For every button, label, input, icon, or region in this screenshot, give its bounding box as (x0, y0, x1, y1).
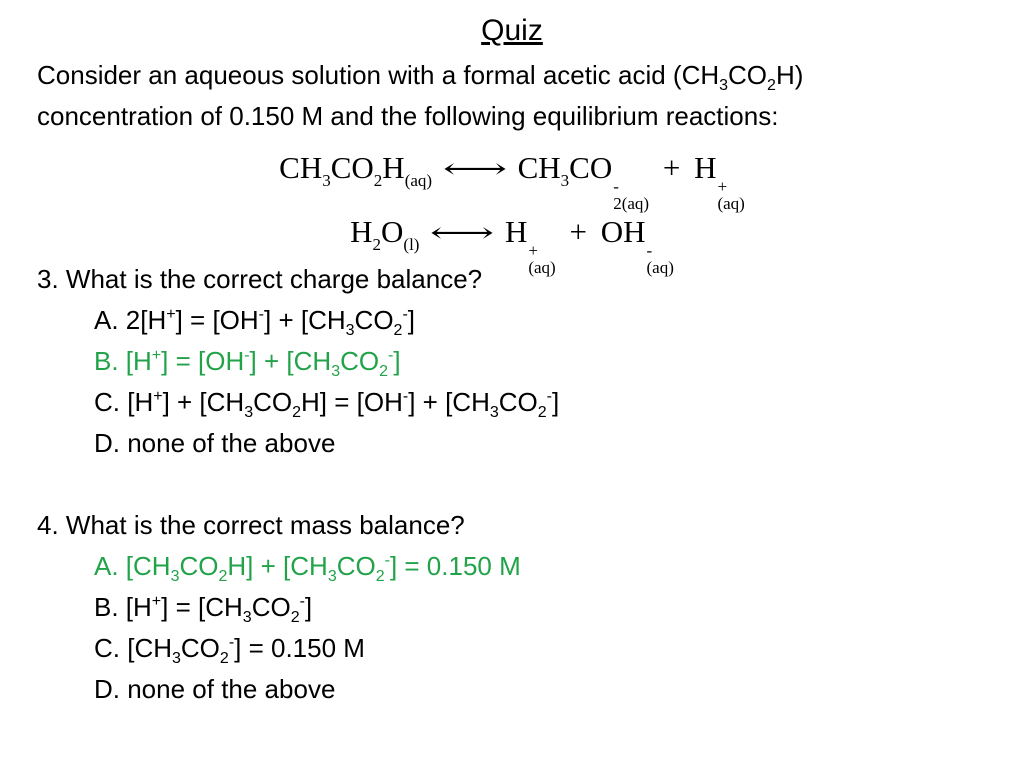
subscript: 3 (242, 609, 252, 626)
option-text: ] + [CH (162, 387, 245, 417)
eq-state: (aq) (717, 194, 745, 213)
eq-state: (aq) (528, 258, 556, 277)
question-4-option-a (94, 546, 521, 586)
subscript: 2 (219, 650, 229, 667)
option-text: ] + [CH (249, 346, 332, 376)
eq-state: (aq) (404, 171, 433, 190)
equilibrium-equation-acetic-acid (0, 148, 1024, 212)
intro-line-1 (37, 55, 997, 96)
option-text: H] = [OH (301, 387, 403, 417)
eq-subscript: 3 (322, 171, 331, 190)
eq-charge: - (613, 177, 619, 196)
eq-text: H (382, 150, 405, 185)
subscript: 3 (719, 77, 729, 95)
option-text: ] = 0.150 M (234, 633, 365, 663)
charge-superscript: + (153, 388, 163, 405)
intro-text-part: H) (775, 60, 804, 90)
subscript: 3 (244, 404, 254, 421)
subscript: 2 (767, 77, 776, 95)
subscript: 2 (393, 322, 403, 339)
charge-superscript: - (402, 388, 409, 405)
option-text: D. none of the above (94, 674, 336, 704)
subscript: 3 (345, 322, 355, 339)
eq-super-sub (528, 242, 555, 276)
eq-charge: - (646, 241, 653, 260)
equilibrium-arrow-icon: ⟷ (430, 218, 495, 249)
eq-text: H (694, 150, 717, 185)
eq-text: OH (600, 214, 646, 249)
subscript: 2 (537, 404, 547, 421)
option-text: ] (393, 346, 401, 376)
charge-superscript: - (244, 347, 250, 364)
question-4-option-b (94, 587, 312, 627)
option-text: ] = [OH (175, 305, 259, 335)
subscript: 3 (331, 363, 341, 380)
option-text: ] + [CH (264, 305, 346, 335)
eq-state: (aq) (646, 258, 674, 277)
subscript: 3 (489, 404, 499, 421)
question-4: 4. What is the correct mass balance? (37, 510, 465, 540)
eq-charge: + (528, 241, 538, 260)
eq-subscript: 2 (372, 235, 382, 254)
eq-text: CH (517, 150, 561, 185)
eq-text: H (350, 214, 373, 249)
option-text: A. 2[H (94, 305, 167, 335)
eq-text: H (504, 214, 528, 249)
option-text: CO (354, 305, 394, 335)
subscript: 3 (172, 650, 181, 667)
option-text: CO (179, 551, 219, 581)
eq-super-sub (717, 178, 744, 212)
charge-superscript: - (388, 347, 394, 364)
equilibrium-arrow-icon: ⟷ (442, 154, 507, 185)
question-3: 3. What is the correct charge balance? (37, 264, 483, 294)
plus-sign: + (662, 150, 681, 185)
question-3-option-a (94, 300, 415, 340)
charge-superscript: - (228, 634, 235, 651)
option-text: ] (552, 387, 560, 417)
question-4-option-d (94, 669, 335, 709)
charge-superscript: + (166, 306, 176, 323)
subscript: 2 (290, 609, 300, 626)
intro-text-part: CO (728, 60, 768, 90)
eq-subscript: 3 (560, 171, 570, 190)
subscript: 2 (375, 568, 385, 585)
intro-text-part: Consider an aqueous solution with a formal acetic acid (CH (37, 60, 720, 90)
option-text: CO (180, 633, 220, 663)
option-text: C. [H (94, 387, 154, 417)
option-text: CO (336, 551, 376, 581)
subscript: 3 (327, 568, 337, 585)
eq-charge: + (717, 177, 728, 196)
charge-superscript: - (546, 388, 552, 405)
option-text: CO (253, 387, 293, 417)
option-text: CO (498, 387, 538, 417)
option-text: ] = [CH (161, 592, 243, 622)
intro-line-2: concentration of 0.150 M and the following equilibrium reactions: (37, 101, 779, 131)
charge-superscript: + (151, 347, 162, 364)
option-text: B. [H (94, 346, 152, 376)
question-3-option-d (94, 423, 335, 463)
option-text: ] + [CH (408, 387, 490, 417)
eq-text: O (381, 214, 404, 249)
option-text: CO (251, 592, 291, 622)
option-text: C. [CH (94, 633, 172, 663)
charge-superscript: - (299, 593, 305, 610)
eq-subscript: 2 (373, 171, 383, 190)
eq-state: (l) (403, 235, 420, 254)
eq-text: CO (569, 150, 613, 185)
option-text: D. none of the above (94, 428, 336, 458)
option-text: ] = 0.150 M (389, 551, 521, 581)
option-text: A. [CH (94, 551, 171, 581)
plus-sign: + (569, 214, 587, 249)
subscript: 2 (292, 404, 302, 421)
question-3-option-b (94, 341, 401, 381)
slide-title: Quiz (481, 14, 543, 47)
question-3-option-c (94, 382, 559, 422)
option-text: ] (304, 592, 313, 622)
option-text: ] = [OH (161, 346, 245, 376)
intro-text (37, 55, 997, 137)
eq-text: CH (279, 150, 323, 185)
charge-superscript: + (151, 593, 162, 610)
charge-superscript: - (384, 552, 390, 569)
subscript: 2 (379, 363, 388, 380)
option-text: ] (407, 305, 416, 335)
eq-super-sub (646, 242, 673, 276)
eq-super-sub (613, 178, 649, 212)
charge-superscript: - (258, 306, 264, 323)
subscript: 3 (170, 568, 180, 585)
question-4-option-c (94, 628, 365, 668)
option-text: B. [H (94, 592, 152, 622)
eq-text: CO (330, 150, 374, 185)
option-text: CO (340, 346, 380, 376)
subscript: 2 (218, 568, 228, 585)
eq-state: 2(aq) (613, 194, 650, 213)
charge-superscript: - (402, 306, 408, 323)
option-text: H] + [CH (227, 551, 328, 581)
